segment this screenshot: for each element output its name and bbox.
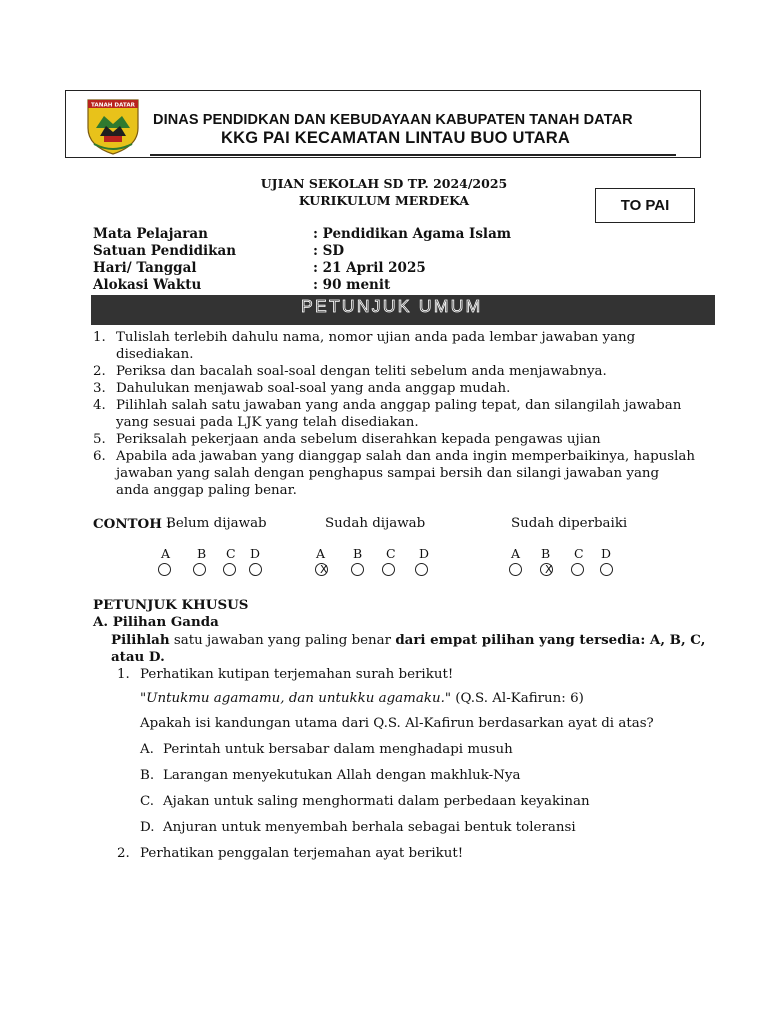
instruction-text: Periksalah pekerjaan anda sebelum diserahkan kepada pengawas ujian	[116, 432, 601, 447]
example-caption-corrected: Sudah diperbaiki	[511, 516, 628, 531]
section-a-directive-cont: atau D.	[111, 649, 165, 665]
instruction-item	[93, 380, 693, 397]
instruction-text: Periksa dan bacalah soal-soal dengan teliti sebelum anda menjawabnya.	[116, 364, 607, 379]
instruction-item	[93, 329, 693, 363]
exam-curriculum: KURIKULUM MERDEKA	[298, 193, 470, 208]
answer-bubble	[351, 563, 364, 576]
question-prompt: Perhatikan penggalan terjemahan ayat berikut!	[140, 846, 464, 861]
option-letter: D	[601, 546, 612, 561]
instruction-number: 4.	[93, 398, 106, 413]
info-label-date: Hari/ Tanggal	[93, 260, 197, 276]
answer-bubble	[509, 563, 522, 576]
choice-key: D.	[140, 820, 155, 835]
answer-bubble	[249, 563, 262, 576]
info-value-duration: : 90 menit	[313, 277, 391, 293]
instruction-number: 2.	[93, 364, 106, 379]
instruction-number: 6.	[93, 449, 106, 464]
instruction-number: 1.	[93, 330, 106, 345]
choice-text: Anjuran untuk menyembah berhala sebagai bentuk toleransi	[163, 820, 576, 835]
answer-bubble	[571, 563, 584, 576]
option-letter: A	[161, 546, 171, 561]
section-a-directive	[111, 632, 705, 648]
choice-text: Larangan menyekutukan Allah dengan makhluk-Nya	[163, 768, 521, 783]
example-label: CONTOH :	[93, 516, 172, 532]
info-value-subject: : Pendidikan Agama Islam	[313, 226, 512, 242]
info-label-school-level: Satuan Pendidikan	[93, 243, 237, 259]
option-letter: D	[250, 546, 261, 561]
question-prompt: Perhatikan kutipan terjemahan surah berikut!	[140, 667, 454, 682]
cross-mark: X	[545, 563, 553, 576]
info-value-date: : 21 April 2025	[313, 260, 426, 276]
info-label-duration: Alokasi Waktu	[93, 277, 202, 293]
exam-code-box: TO PAI	[595, 188, 695, 223]
answer-bubble	[223, 563, 236, 576]
choice-key: B.	[140, 768, 155, 783]
option-letter: D	[419, 546, 430, 561]
answer-bubble	[193, 563, 206, 576]
question-quote	[140, 691, 584, 706]
option-letter: B	[197, 546, 207, 561]
answer-bubble	[382, 563, 395, 576]
instruction-number: 5.	[93, 432, 106, 447]
option-letter: A	[511, 546, 521, 561]
directive-text: satu jawaban yang paling benar	[169, 633, 396, 648]
instruction-text: Tulislah terlebih dahulu nama, nomor ujian anda pada lembar jawaban yang disediakan.	[116, 330, 636, 362]
option-letter: B	[353, 546, 363, 561]
exam-title: UJIAN SEKOLAH SD TP. 2024/2025	[260, 176, 508, 191]
instruction-text: Apabila ada jawaban yang dianggap salah dan anda ingin memperbaikinya, hapuslah jawaban yang salah dengan penghapus sampai bersih dan silangi jawaban yang anda anggap paling benar.	[116, 449, 696, 498]
section-a-heading: A. Pilihan Ganda	[93, 614, 219, 630]
answer-bubble	[600, 563, 613, 576]
quote-reference: (Q.S. Al-Kafirun: 6)	[451, 691, 584, 706]
office-subtitle: KKG PAI KECAMATAN LINTAU BUO UTARA	[221, 129, 570, 147]
header-rule	[150, 154, 676, 156]
instruction-text: Pilihlah salah satu jawaban yang anda anggap paling tepat, dan silangilah jawaban yang sesuai pada LJK yang telah disediakan.	[116, 398, 682, 430]
quote-text: "Untukmu agamamu, dan untukku agamaku."	[140, 691, 451, 706]
option-letter: C	[226, 546, 236, 561]
option-letter: C	[574, 546, 584, 561]
info-label-subject: Mata Pelajaran	[93, 226, 208, 242]
choice-key: A.	[140, 742, 154, 757]
question-number: 2.	[117, 846, 130, 861]
example-caption-unanswered: Belum dijawab	[166, 516, 267, 531]
option-letter: C	[386, 546, 396, 561]
question-number: 1.	[117, 667, 130, 682]
choice-text: Ajakan untuk saling menghormati dalam perbedaan keyakinan	[163, 794, 590, 809]
answer-bubble	[415, 563, 428, 576]
option-letter: B	[541, 546, 551, 561]
instruction-item	[93, 431, 693, 448]
question-text: Apakah isi kandungan utama dari Q.S. Al-Kafirun berdasarkan ayat di atas?	[140, 716, 654, 731]
general-instructions-title: PETUNJUK UMUM	[301, 296, 483, 316]
instruction-item	[93, 363, 693, 380]
cross-mark: X	[320, 563, 328, 576]
tanah-datar-logo	[86, 98, 140, 156]
choice-key: C.	[140, 794, 155, 809]
instruction-number: 3.	[93, 381, 106, 396]
info-value-school-level: : SD	[313, 243, 345, 259]
logo-lettering: TANAH DATAR	[91, 102, 135, 109]
directive-bold: dari empat pilihan yang tersedia: A, B, C,	[395, 632, 706, 648]
instruction-item	[93, 448, 696, 499]
office-name: DINAS PENDIDKAN DAN KEBUDAYAAN KABUPATEN TANAH DATAR	[153, 112, 633, 128]
special-instructions-heading: PETUNJUK KHUSUS	[93, 597, 249, 613]
example-caption-answered: Sudah dijawab	[325, 516, 426, 531]
general-instructions-bar	[91, 295, 715, 325]
instruction-item	[93, 397, 693, 431]
choice-text: Perintah untuk bersabar dalam menghadapi musuh	[163, 742, 513, 757]
instruction-text: Dahulukan menjawab soal-soal yang anda anggap mudah.	[116, 381, 511, 396]
directive-bold: Pilihlah	[111, 632, 170, 648]
option-letter: A	[316, 546, 326, 561]
answer-bubble	[158, 563, 171, 576]
